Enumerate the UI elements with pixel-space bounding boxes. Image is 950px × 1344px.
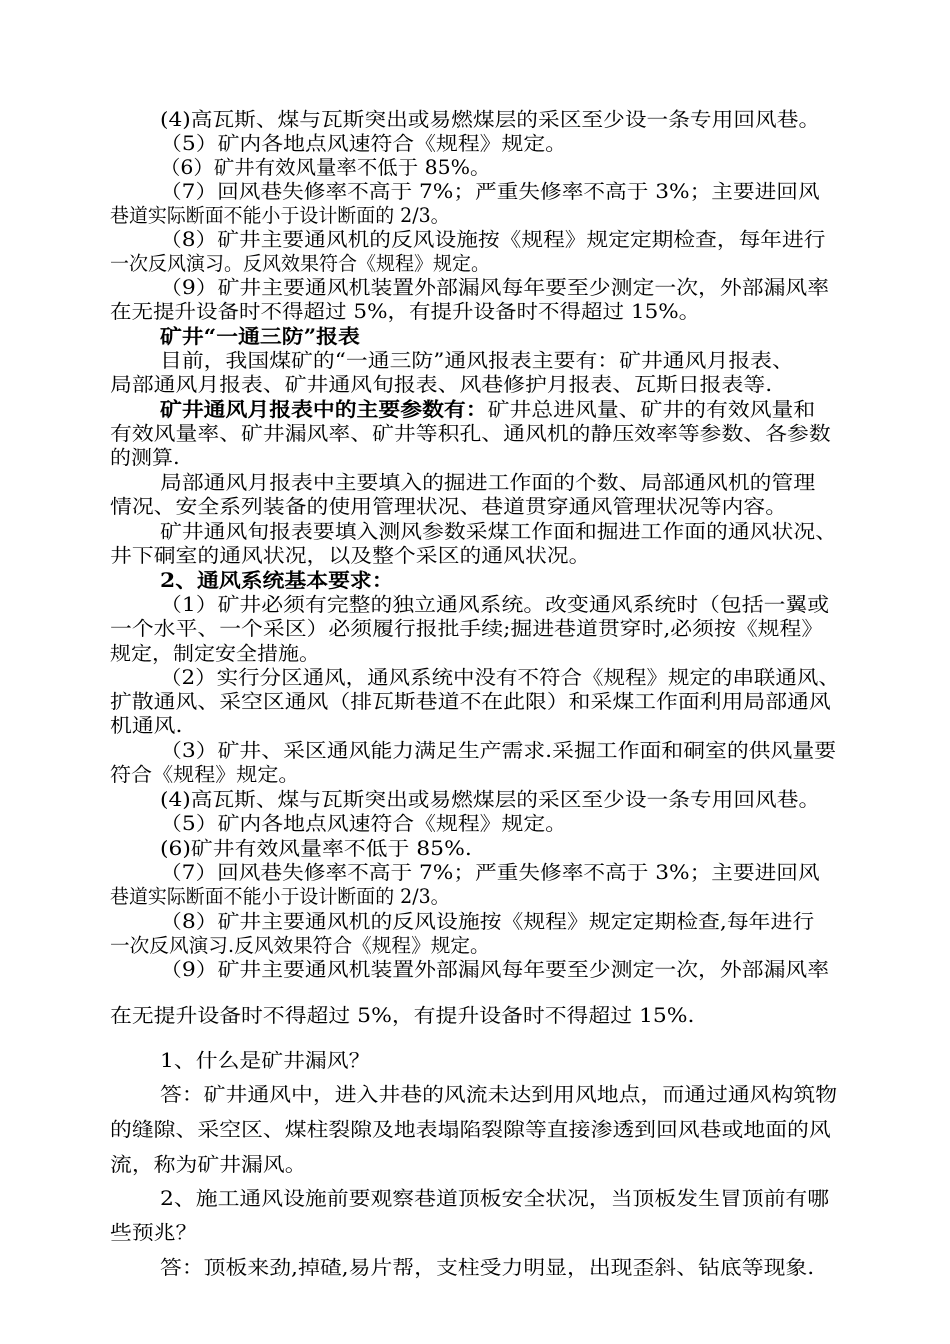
text-line: [110, 375, 772, 395]
line-text: 流，称为矿井漏风。: [110, 1153, 307, 1176]
text-line: [160, 1085, 837, 1105]
text-line: [110, 254, 490, 274]
text-line: [160, 110, 820, 130]
text-line: [110, 424, 831, 444]
text-line: [160, 134, 567, 154]
line-text: 些预兆？: [110, 1221, 198, 1244]
bold-heading-text: 矿井通风月报表中的主要参数有：: [160, 398, 488, 421]
text-line: [110, 497, 787, 517]
text-line: [160, 741, 836, 761]
text-line: [160, 351, 794, 371]
text-line: [110, 716, 182, 736]
text-line: [110, 1223, 197, 1243]
line-text: 巷道实际断面不能小于设计断面的 2/3。: [110, 885, 450, 908]
line-text: 一个水平、一个采区）必须履行报批手续;掘进巷道贯穿时,必须按《规程》: [110, 617, 824, 640]
line-text: 矿井通风旬报表要填入测风参数采煤工作面和掘进工作面的通风状况、: [160, 520, 838, 543]
line-text: 1、什么是矿井漏风？: [160, 1049, 371, 1072]
text-line: [160, 960, 829, 980]
line-text: 2、施工通风设施前要观察巷道顶板安全状况，当顶板发生冒顶前有哪: [160, 1187, 830, 1210]
text-line: [110, 448, 180, 468]
text-line: [160, 839, 472, 859]
line-text: （9）矿井主要通风机装置外部漏风每年要至少测定一次，外部漏风率: [160, 276, 830, 299]
line-text: 规定，制定安全措施。: [110, 642, 321, 665]
text-line: [160, 230, 825, 250]
bold-heading-text: 2、通风系统基本要求：: [160, 569, 394, 592]
line-text: （5）矿内各地点风速符合《规程》规定。: [160, 132, 568, 155]
text-line: [160, 522, 837, 542]
line-text: （5）矿内各地点风速符合《规程》规定。: [160, 812, 568, 835]
line-text: 情况、安全系列装备的使用管理状况、巷道贯穿通风管理状况等内容。: [110, 495, 788, 518]
line-text: 机通风.: [110, 714, 183, 737]
text-line: [160, 814, 567, 834]
text-line: [110, 936, 490, 956]
text-line: [110, 206, 450, 226]
line-text: 在无提升设备时不得超过 5%，有提升设备时不得超过 15%.: [110, 1004, 695, 1027]
text-line: [160, 400, 815, 420]
text-line: [160, 912, 814, 932]
text-line: [160, 158, 490, 178]
line-text: 井下硐室的通风状况，以及整个采区的通风状况。: [110, 544, 591, 567]
line-text: 的测算.: [110, 446, 180, 469]
line-text: 有效风量率、矿井漏风率、矿井等积孔、通风机的静压效率等参数、各参数: [110, 422, 831, 445]
line-text: 的缝隙、采空区、煤柱裂隙及地表塌陷裂隙等直接渗透到回风巷或地面的风: [110, 1118, 831, 1141]
line-text: 扩散通风、采空区通风（排瓦斯巷道不在此限）和采煤工作面利用局部通风: [110, 690, 831, 713]
line-text: 符合《规程》规定。: [110, 763, 300, 786]
line-text: （1）矿井必须有完整的独立通风系统。改变通风系统时（包括一翼或: [160, 593, 830, 616]
text-line: [110, 302, 700, 322]
line-text: 目前，我国煤矿的“一通三防”通风报表主要有：矿井通风月报表、: [160, 349, 794, 372]
line-text: （7）回风巷失修率不高于 7%；严重失修率不高于 3%；主要进回风: [160, 180, 820, 203]
line-text: 巷道实际断面不能小于设计断面的 2/3。: [110, 204, 450, 227]
text-line: [160, 863, 820, 883]
text-line: [110, 619, 823, 639]
text-line: [160, 473, 815, 493]
text-line: [160, 327, 360, 347]
text-line: [110, 1155, 307, 1175]
text-line: [160, 1189, 829, 1209]
line-text: 答：顶板来劲,掉碴,易片帮，支柱受力明显，出现歪斜、钻底等现象.: [160, 1256, 815, 1279]
line-text: (4)高瓦斯、煤与瓦斯突出或易燃煤层的采区至少设一条专用回风巷。: [160, 788, 821, 811]
bold-heading-text: 矿井“一通三防”报表: [160, 325, 360, 348]
text-line: [160, 790, 820, 810]
line-text: (4)高瓦斯、煤与瓦斯突出或易燃煤层的采区至少设一条专用回风巷。: [160, 108, 821, 131]
line-text: （8）矿井主要通风机的反风设施按《规程》规定定期检查，每年进行: [160, 228, 826, 251]
text-line: [160, 182, 820, 202]
line-text: (6)矿井有效风量率不低于 85%.: [160, 837, 472, 860]
line-text: （6）矿井有效风量率不低于 85%。: [160, 156, 491, 179]
text-line: [110, 644, 320, 664]
text-line: [110, 887, 450, 907]
text-line: [110, 692, 831, 712]
line-text: （8）矿井主要通风机的反风设施按《规程》规定定期检查,每年进行: [160, 910, 815, 933]
line-text: 局部通风月报表中主要填入的掘进工作面的个数、局部通风机的管理: [160, 471, 816, 494]
text-line: [110, 1006, 695, 1026]
text-line: [160, 571, 394, 591]
line-text: （3）矿井、采区通风能力满足生产需求.采掘工作面和硐室的供风量要: [160, 739, 837, 762]
text-line: [160, 1258, 814, 1278]
line-text: （7）回风巷失修率不高于 7%；严重失修率不高于 3%；主要进回风: [160, 861, 820, 884]
line-text: 局部通风月报表、矿井通风旬报表、风巷修护月报表、瓦斯日报表等.: [110, 373, 773, 396]
line-text: 一次反风演习。反风效果符合《规程》规定。: [110, 252, 491, 275]
text-line: [160, 668, 840, 688]
line-text: 答：矿井通风中，进入井巷的风流未达到用风地点，而通过通风构筑物: [160, 1083, 838, 1106]
line-text: （9）矿井主要通风机装置外部漏风每年要至少测定一次，外部漏风率: [160, 958, 830, 981]
line-text: 在无提升设备时不得超过 5%，有提升设备时不得超过 15%。: [110, 300, 701, 323]
line-text: （2）实行分区通风，通风系统中没有不符合《规程》规定的串联通风、: [160, 666, 840, 689]
text-line: [110, 546, 590, 566]
text-line: [110, 765, 299, 785]
text-line: [110, 1120, 831, 1140]
text-line: [160, 595, 829, 615]
line-text: 一次反风演习.反风效果符合《规程》规定。: [110, 934, 490, 957]
line-text: 矿井总进风量、矿井的有效风量和: [487, 398, 816, 421]
text-line: [160, 278, 829, 298]
text-line: [160, 1051, 370, 1071]
